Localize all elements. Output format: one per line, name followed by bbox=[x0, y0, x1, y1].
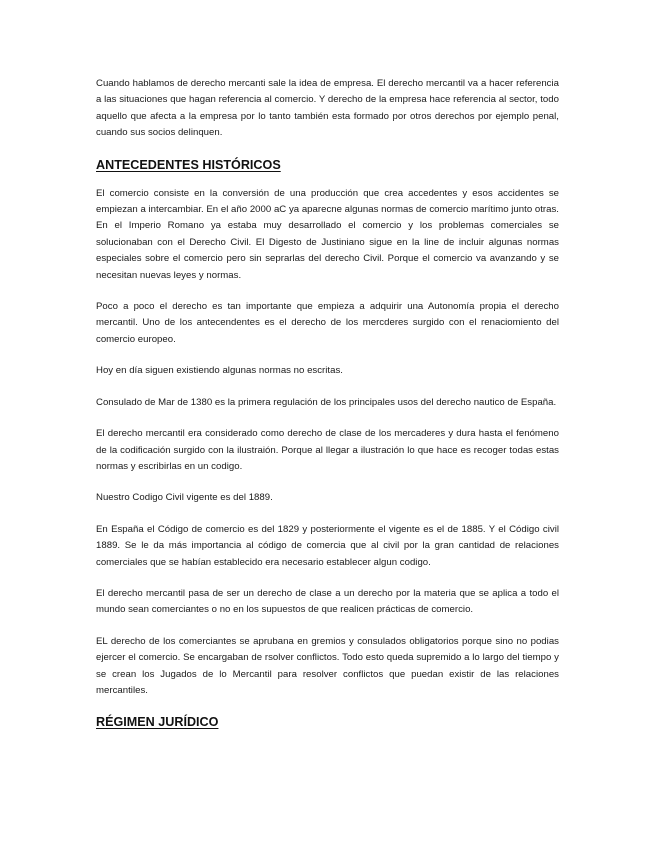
paragraph-codigo-comercio: En España el Código de comercio es del 1829 y posteriormente el vigente es el de 1885. Y el Código civil 1889. Se le da más importancia al código de comercia que al civil por la gran cantidad de relaciones comerciales que se habían establecido era necesario establecer algun codigo. bbox=[96, 523, 559, 568]
paragraph-autonomia: Poco a poco el derecho es tan importante que empieza a adquirir una Autonomía propia el derecho mercantil. Uno de los antecendentes es el derecho de los mercderes surgido con el renaciomiento del comercio europeo. bbox=[96, 301, 559, 345]
paragraph-clase-mercaderes: El derecho mercantil era considerado como derecho de clase de los mercaderes y dura hasta el fenómeno de la codificación surgido con la ilustraión. Porque al llegar a ilustración lo que hace es recoger todas estas normas y escribirlas en un codigo. bbox=[96, 428, 559, 472]
heading-regimen-juridico: RÉGIMEN JURÍDICO bbox=[96, 715, 219, 730]
paragraph-derecho-materia: El derecho mercantil pasa de ser un derecho de clase a un derecho por la materia que se aplica a todo el mundo sean comerciantes o no en los supuestos de que realicen prácticas de comercio. bbox=[96, 587, 559, 616]
document-page bbox=[96, 76, 559, 743]
paragraph-gremios: EL derecho de los comerciantes se aprubana en gremios y consulados obligatorios porque sino no podias ejercer el comercio. Se encargaban de rsolver conflictos. Todo esto queda supremido a lo largo del tiempo y se crean los Jugados de lo Mercantil para resolver conflictos que puedan existir de las relaciones mercantiles. bbox=[96, 635, 559, 696]
heading-antecedentes: ANTECEDENTES HISTÓRICOS bbox=[96, 157, 281, 172]
paragraph-consulado: Consulado de Mar de 1380 es la primera regulación de los principales usos del derecho nautico de España. bbox=[96, 396, 557, 408]
paragraph-normas-no-escritas: Hoy en día siguen existiendo algunas normas no escritas. bbox=[96, 365, 343, 377]
paragraph-intro: Cuando hablamos de derecho mercanti sale la idea de empresa. El derecho mercantil va a hacer referencia a las situaciones que hagan referencia al comercio. Y derecho de la empresa hace referencia al sector, todo aquello que afecta a la empresa por lo tanto también esta formado por otros derechos por ejemplo penal, cuando sus socios delinquen. bbox=[96, 78, 559, 139]
paragraph-codigo-civil: Nuestro Codigo Civil vigente es del 1889. bbox=[96, 492, 273, 504]
paragraph-comercio: El comercio consiste en la conversión de una producción que crea accedentes y esos accidentes se empiezan a intercambiar. En el año 2000 aC ya aparecne algunas normas de comercio marítimo junto otras. En el Imperio Romano ya estaba muy desarrollado el comercio y los problemas comerciales se solucionaban con el Derecho Civil. El Digesto de Justiniano sigue en la line de incluir algunas normas especiales sobre el comercio pero sin seprarlas del derecho Civil. Porque el comercio va avanzando y se necesitan nuevas leyes y normas. bbox=[96, 187, 559, 281]
